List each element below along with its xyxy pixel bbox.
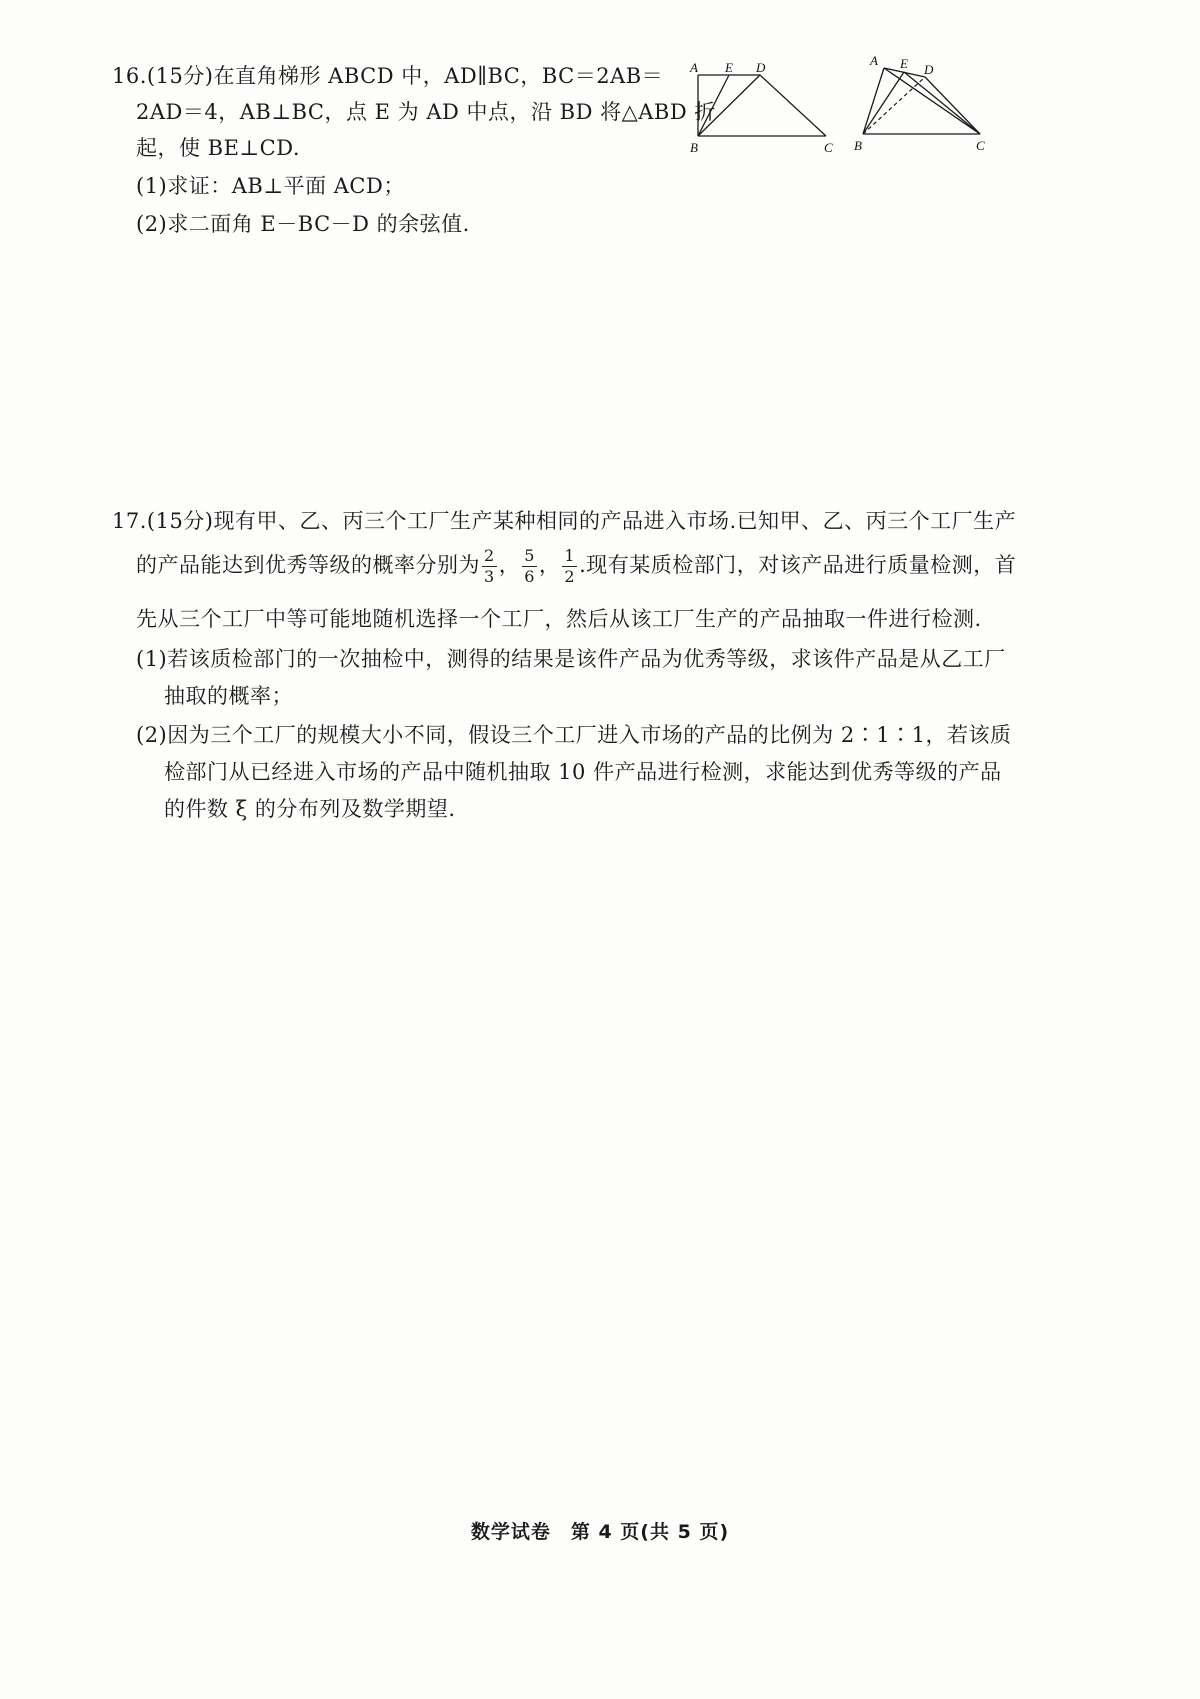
fraction-2: $\frac{5}{6}$ <box>524 546 535 586</box>
fig2-label-b: B <box>854 138 862 153</box>
q17-part-2a: (2)因为三个工厂的规模大小不同，假设三个工厂进入市场的产品的比例为 2∶1∶1，若该质 <box>136 723 1012 747</box>
q17-line-2-pre: 的产品能达到优秀等级的概率分别为 <box>136 553 480 577</box>
fig1-label-e: E <box>725 60 733 75</box>
q16-part-2: (2)求二面角 E－BC－D 的余弦值. <box>136 212 470 236</box>
q16-line-3: 起，使 BE⊥CD. <box>136 136 301 160</box>
fig1-label-c: C <box>824 140 833 155</box>
q17-line-1: 17.(15分)现有甲、乙、丙三个工厂生产某种相同的产品进入市场.已知甲、乙、丙三个工厂生产 <box>112 509 1017 533</box>
fraction-1: $\frac{2}{3}$ <box>484 546 495 586</box>
fig2-label-c: C <box>976 138 985 153</box>
fig1-label-b: B <box>690 140 698 155</box>
q17-line-2: 的产品能达到优秀等级的概率分别为 $\frac{2}{3}$ ， $\frac{5}{6}$ ， $\frac{1}{2}$ .现有某质检部门，对该产品进行质量检测，首 <box>136 546 1017 586</box>
fig2-label-e: E <box>900 56 908 71</box>
q16-line-2: 2AD＝4，AB⊥BC，点 E 为 AD 中点，沿 BD 将△ABD 折 <box>136 100 716 124</box>
q17-part-2b: 检部门从已经进入市场的产品中随机抽取 10 件产品进行检测，求能达到优秀等级的产品 <box>164 760 1002 784</box>
q17-part-1a: (1)若该质检部门的一次抽检中，测得的结果是该件产品为优秀等级，求该件产品是从乙工厂 <box>136 647 1006 671</box>
fraction-3: $\frac{1}{2}$ <box>564 546 576 586</box>
fig1-label-d: D <box>756 60 766 75</box>
page-footer: 数学试卷 第 4 页(共 5 页) <box>470 1521 730 1543</box>
q16-line-1: 16.(15分)在直角梯形 ABCD 中，AD∥BC，BC＝2AB＝ <box>112 64 664 88</box>
q17-line-3: 先从三个工厂中等可能地随机选择一个工厂，然后从该工厂生产的产品抽取一件进行检测. <box>136 607 982 631</box>
q17-line-2-post: .现有某质检部门，对该产品进行质量检测，首 <box>579 553 1017 577</box>
fig1-label-a: A <box>690 60 698 75</box>
trapezoid-figure <box>688 60 848 164</box>
q16-part-1: (1)求证：AB⊥平面 ACD； <box>136 174 405 198</box>
q17-part-1b: 抽取的概率； <box>164 684 293 708</box>
fig2-label-a: A <box>870 53 878 68</box>
fig2-label-d: D <box>924 62 934 77</box>
folded-figure <box>850 52 1000 161</box>
q17-part-2c: 的件数 ξ 的分布列及数学期望. <box>164 797 456 821</box>
